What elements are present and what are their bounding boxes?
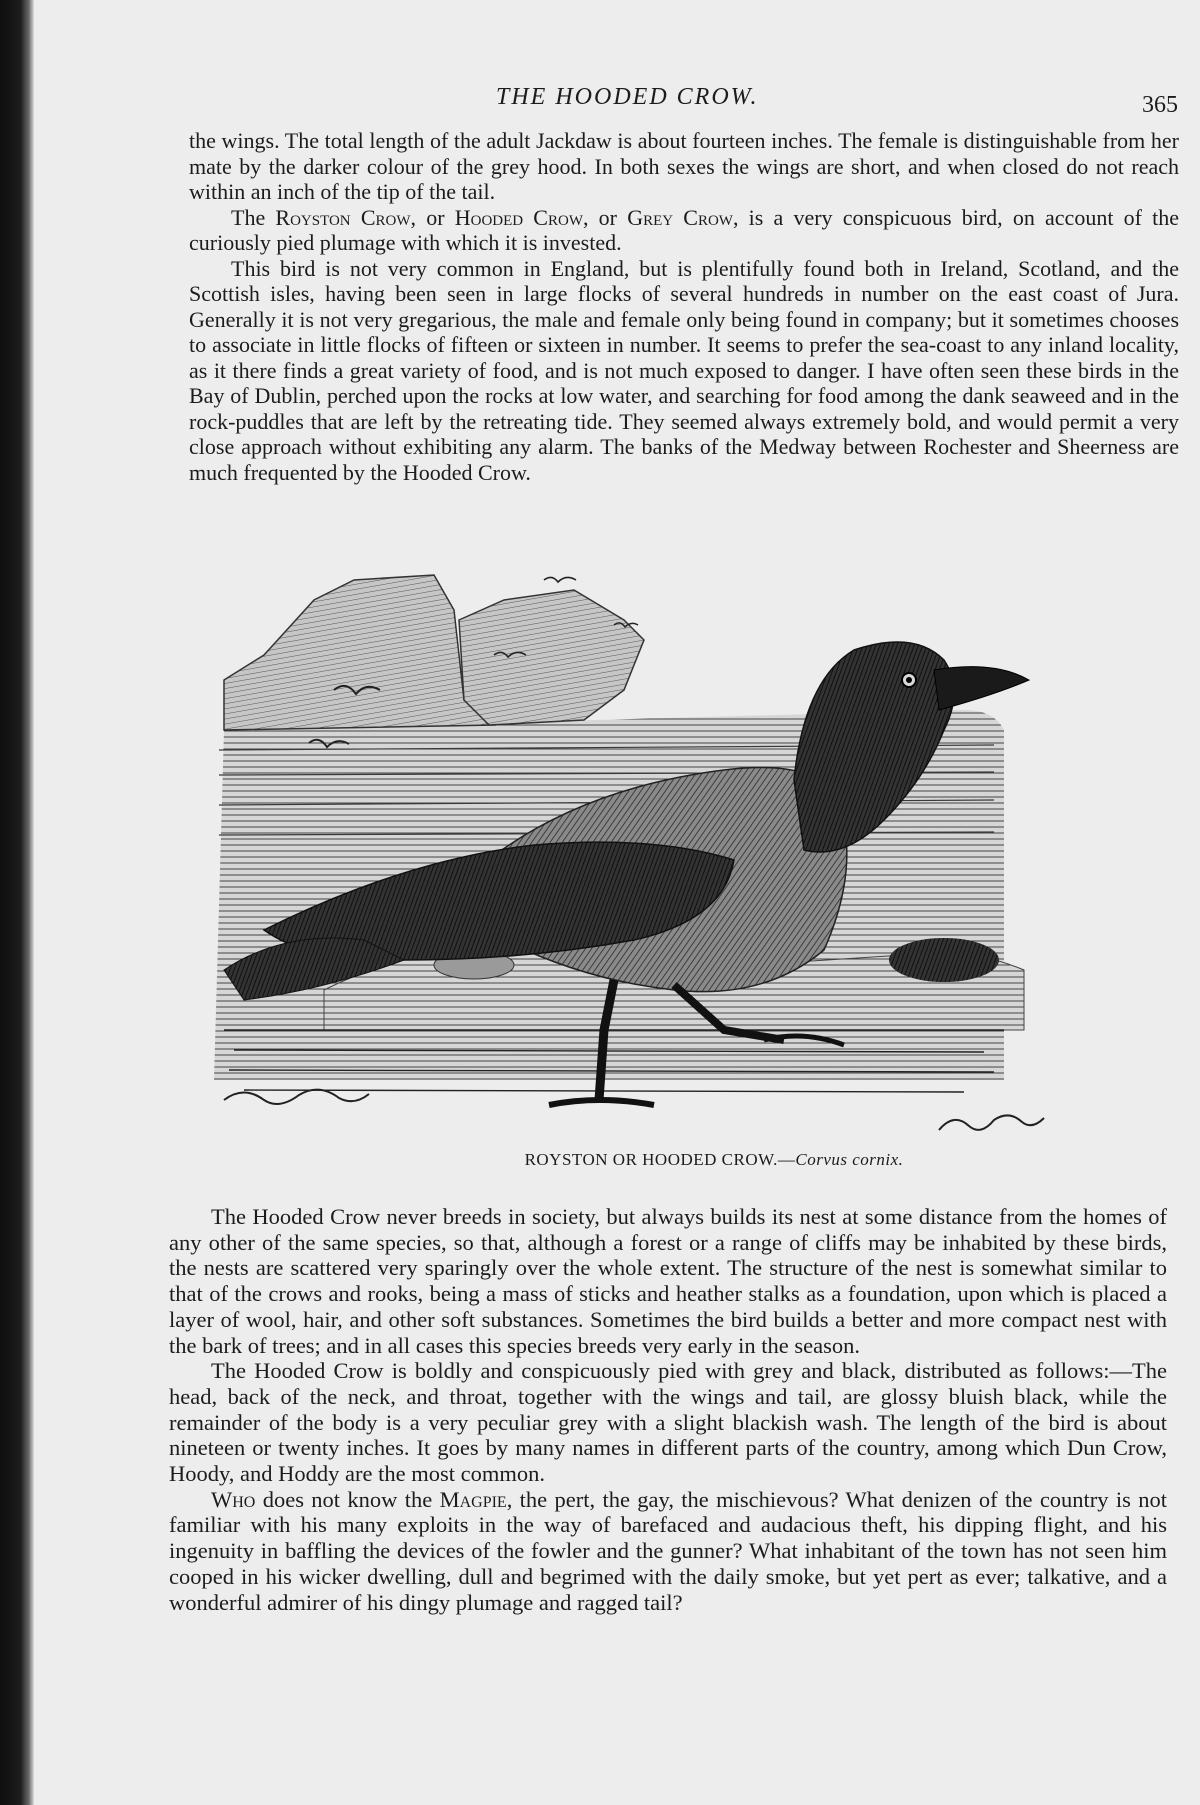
crow-illustration	[204, 560, 1144, 1140]
running-head: THE HOODED CROW.	[496, 84, 759, 110]
paragraph-magpie	[169, 1487, 1167, 1616]
small-caps-royston-crow: Royston Crow	[275, 204, 411, 230]
hooded-crow-engraving	[204, 560, 1144, 1140]
flying-gull	[544, 577, 576, 582]
small-caps-magpie: Magpie	[439, 1486, 507, 1512]
artist-signature-mark	[224, 1090, 369, 1104]
text-run: , or	[582, 204, 628, 230]
text-run: The	[231, 204, 276, 230]
caption-main: ROYSTON OR HOODED CROW.—	[524, 1150, 796, 1169]
cliff-left	[224, 575, 494, 730]
caption-scientific-name: Corvus cornix.	[795, 1150, 904, 1169]
cliff-right	[459, 590, 644, 725]
book-page	[34, 0, 1200, 1805]
small-caps-grey-crow: Grey Crow	[627, 204, 733, 230]
text-run: , is a very conspicuous bird, on account of the curiously pied plumage with which it is invested.	[189, 204, 1180, 255]
small-caps-who: Who	[211, 1486, 256, 1512]
page-number: 365	[1142, 92, 1178, 118]
seaweed-clump	[889, 938, 999, 982]
text-run: , the pert, the gay, the mischievous? What denizen of the country is not familiar with his many exploits in the way of barefaced and audacious theft, his dipping flight, and his ingenuity in baffling the devices of the fowler and the gunner? What inhabitant of the town has not seen him cooped in his wicker dwelling, dull and begrimed with the daily smoke, but yet pert as ever; talkative, and a wonderful admirer of his dingy plumage and ragged tail?	[169, 1486, 1168, 1615]
top-text-block	[189, 128, 1179, 485]
paragraph-jackdaw-wings: the wings. The total length of the adult Jackdaw is about fourteen inches. The female is distinguishable from her mate by the darker colour of the grey hood. In both sexes the wings are short, and when closed do not reach within an inch of the tip of the tail.	[189, 128, 1179, 204]
paragraph-nesting: The Hooded Crow never breeds in society, but always builds its nest at some distance from the homes of any other of the same species, so that, although a forest or a range of cliffs may be inhabited by these birds, the nests are scattered very sparingly over the whole extent. The structure of the nest is somewhat similar to that of the crows and rooks, being a mass of sticks and heather stalks as a foundation, upon which is placed a layer of wool, hair, and other soft substances. Sometimes the bird builds a better and more compact nest with the bark of trees; and in all cases this species breeds very early in the season.	[169, 1204, 1167, 1358]
small-caps-hooded-crow: Hooded Crow	[454, 204, 583, 230]
crow-beak	[934, 667, 1029, 710]
crow-pupil	[906, 677, 912, 683]
text-run: does not know the	[255, 1486, 440, 1512]
engraver-signature-mark	[939, 1115, 1044, 1130]
paragraph-plumage: The Hooded Crow is boldly and conspicuously pied with grey and black, distributed as follows:—The head, back of the neck, and throat, together with the wings and tail, are glossy bluish black, while the remainder of the body is a very peculiar grey with a slight blackish wash. The length of the bird is about nineteen or twenty inches. It goes by many names in different parts of the country, among which Dun Crow, Hoody, and Hoddy are the most common.	[169, 1358, 1167, 1487]
text-run: , or	[410, 204, 455, 230]
bottom-text-block	[169, 1204, 1167, 1615]
page-binding-edge	[0, 0, 34, 1805]
paragraph-royston-crow	[189, 205, 1179, 256]
figure-caption	[334, 1150, 1094, 1170]
crow-foot	[549, 1100, 654, 1105]
paragraph-distribution: This bird is not very common in England, but is plentifully found both in Ireland, Scotland, and the Scottish isles, having been seen in large flocks of several hundreds in number on the east coast of Jura. Generally it is not very gregarious, the male and female only being found in company; but it sometimes chooses to associate in little flocks of fifteen or sixteen in number. It seems to prefer the sea-coast to any inland locality, as it there finds a great variety of food, and is not much exposed to danger. I have often seen these birds in the Bay of Dublin, perched upon the rocks at low water, and searching for food among the dank seaweed and in the rock-puddles that are left by the retreating tide. They seemed always extremely bold, and would permit a very close approach without exhibiting any alarm. The banks of the Medway between Rochester and Sheerness are much frequented by the Hooded Crow.	[189, 255, 1179, 485]
